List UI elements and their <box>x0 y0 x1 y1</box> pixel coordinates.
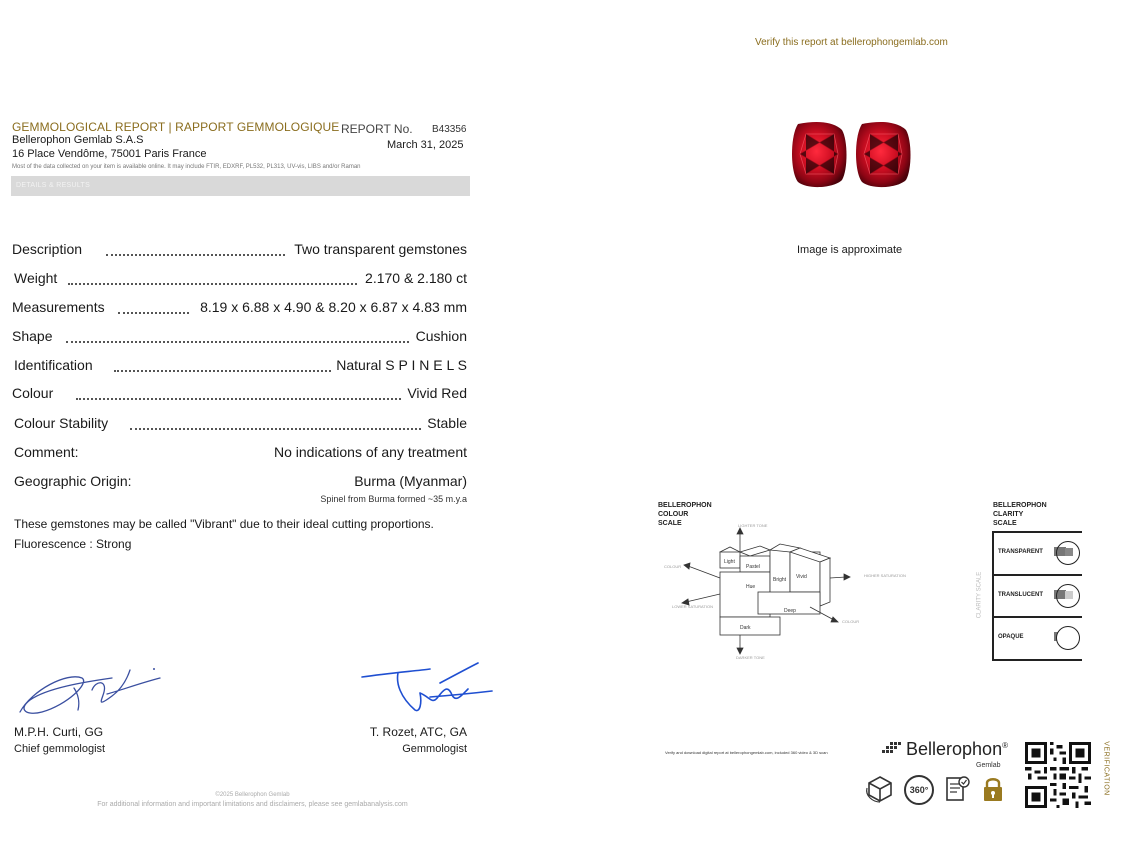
clarity-scale-title: BELLEROPHON CLARITY SCALE <box>993 502 1047 527</box>
colour-cell-label: Pastel <box>746 564 760 570</box>
leader-dots <box>114 370 331 372</box>
image-caption: Image is approximate <box>797 244 903 256</box>
lock-icon[interactable] <box>981 774 1005 804</box>
clarity-level-translucent: TRANSLUCENT <box>994 576 1082 618</box>
verify-link[interactable]: Verify this report at bellerophongemlab.com <box>755 37 948 48</box>
colour-axis-label: DARKER TONE <box>736 655 765 660</box>
detail-row-measurements <box>12 299 467 319</box>
clarity-circle-icon <box>1056 626 1080 650</box>
colour-cell-label: Light <box>724 559 735 565</box>
detail-label: Colour Stability <box>14 415 109 431</box>
bellerophon-logo-icon <box>880 742 902 756</box>
gemstone-right <box>856 122 911 187</box>
detail-value: 2.170 & 2.180 ct <box>365 270 467 286</box>
company-name: Bellerophon Gemlab S.A.S <box>12 134 144 146</box>
vibrant-note: These gemstones may be called "Vibrant" due to their ideal cutting proportions. <box>14 517 434 531</box>
brand-sub: Gemlab <box>976 762 1001 769</box>
leader-dots <box>118 312 189 314</box>
clarity-level-transparent: TRANSPARENT <box>994 533 1082 576</box>
disclaimer: For additional information and important limitations and disclaimers, please see gemlabanalysis.com <box>97 801 408 808</box>
360-icon[interactable]: 360° <box>904 775 934 805</box>
colour-axis-label: LOWER SATURATION <box>672 604 713 609</box>
detail-row-colour <box>12 385 467 405</box>
signature-curti <box>12 650 162 725</box>
colour-scale-diagram <box>660 522 906 662</box>
colour-cell-label: Hue <box>746 584 756 590</box>
report-number: B43356 <box>432 124 467 135</box>
leader-dots <box>66 341 409 343</box>
colour-cell-label: Vivid <box>796 574 807 580</box>
colour-cell-label: Deep <box>784 608 796 614</box>
detail-value: Natural S P I N E L S <box>336 357 467 373</box>
gemstone-photo <box>788 120 918 192</box>
detail-value: Cushion <box>415 328 467 344</box>
detail-value: Vivid Red <box>407 385 467 401</box>
detail-label: Measurements <box>12 299 105 315</box>
colour-axis-label: HIGHER SATURATION <box>864 573 906 578</box>
detail-value: No indications of any treatment <box>274 444 467 460</box>
signatory-role: Gemmologist <box>402 743 467 755</box>
detail-label: Geographic Origin: <box>14 473 132 489</box>
clarity-scale-box <box>992 531 1082 661</box>
detail-label: Weight <box>14 270 58 286</box>
detail-value: 8.19 x 6.88 x 4.90 & 8.20 x 6.87 x 4.83 mm <box>200 299 467 315</box>
leader-dots <box>106 254 285 256</box>
section-bar-label: DETAILS & RESULTS <box>16 182 91 189</box>
document-check-icon[interactable] <box>944 774 972 804</box>
report-number-label: REPORT No. <box>341 122 413 136</box>
detail-label: Shape <box>12 328 53 344</box>
signatory-name: M.P.H. Curti, GG <box>14 725 104 739</box>
detail-row-colour-stability <box>12 415 467 435</box>
copyright: ©2025 Bellerophon Gemlab <box>215 792 290 798</box>
company-address: 16 Place Vendôme, 75001 Paris France <box>12 148 207 160</box>
detail-label: Description <box>12 241 83 257</box>
detail-label: Colour <box>12 385 54 401</box>
signature-rozet <box>360 655 495 715</box>
clarity-side-label: CLARITY SCALE <box>976 571 983 619</box>
leader-dots <box>130 428 421 430</box>
cube-3d-icon[interactable] <box>865 774 895 804</box>
colour-cell-label: Bright <box>773 577 787 583</box>
detail-value: Stable <box>427 415 467 431</box>
detail-row-weight <box>12 270 467 290</box>
colour-axis-label: LIGHTER TONE <box>738 523 768 528</box>
report-title: GEMMOLOGICAL REPORT | RAPPORT GEMMOLOGIQUE <box>12 120 340 134</box>
detail-row-identification <box>12 357 467 377</box>
detail-row-description <box>12 241 467 261</box>
detail-row-shape <box>12 328 467 348</box>
detail-row-comment <box>12 444 467 464</box>
colour-axis-label: COLOUR <box>664 564 682 569</box>
gemstone-left <box>792 122 847 187</box>
signatory-name: T. Rozet, ATC, GA <box>369 725 467 739</box>
leader-dots <box>76 398 401 400</box>
origin-note: Spinel from Burma formed ~35 m.y.a <box>320 494 467 504</box>
clarity-level-opaque: OPAQUE <box>994 618 1082 659</box>
leader-dots <box>68 283 357 285</box>
colour-cell-label: Dark <box>740 625 751 631</box>
detail-label: Comment: <box>14 444 79 460</box>
signatory-role: Chief gemmologist <box>14 743 106 755</box>
detail-value: Burma (Myanmar) <box>354 473 467 489</box>
colour-axis-label: COLOUR <box>842 619 860 624</box>
section-bar <box>11 176 470 196</box>
detail-label: Identification <box>14 357 93 373</box>
detail-value: Two transparent gemstones <box>294 241 467 257</box>
colour-scale-title: BELLEROPHON COLOUR SCALE <box>658 502 712 527</box>
qr-code-icon[interactable] <box>1024 742 1092 808</box>
report-date: March 31, 2025 <box>387 139 464 151</box>
fluorescence-note: Fluorescence : Strong <box>14 537 132 551</box>
detail-row-origin <box>12 473 467 493</box>
data-note: Most of the data collected on your item is available online. It may include FTIR, EDXRF, PL532, PL313, UV-vis, LIBS and/or Raman <box>12 164 361 170</box>
digital-report-note: Verify and download digital report at bellerophongemlab.com, included 360 video & 3D scan <box>665 750 828 755</box>
verification-label: VERIFICATION <box>1102 741 1110 796</box>
brand-name: Bellerophon® <box>906 739 1008 759</box>
